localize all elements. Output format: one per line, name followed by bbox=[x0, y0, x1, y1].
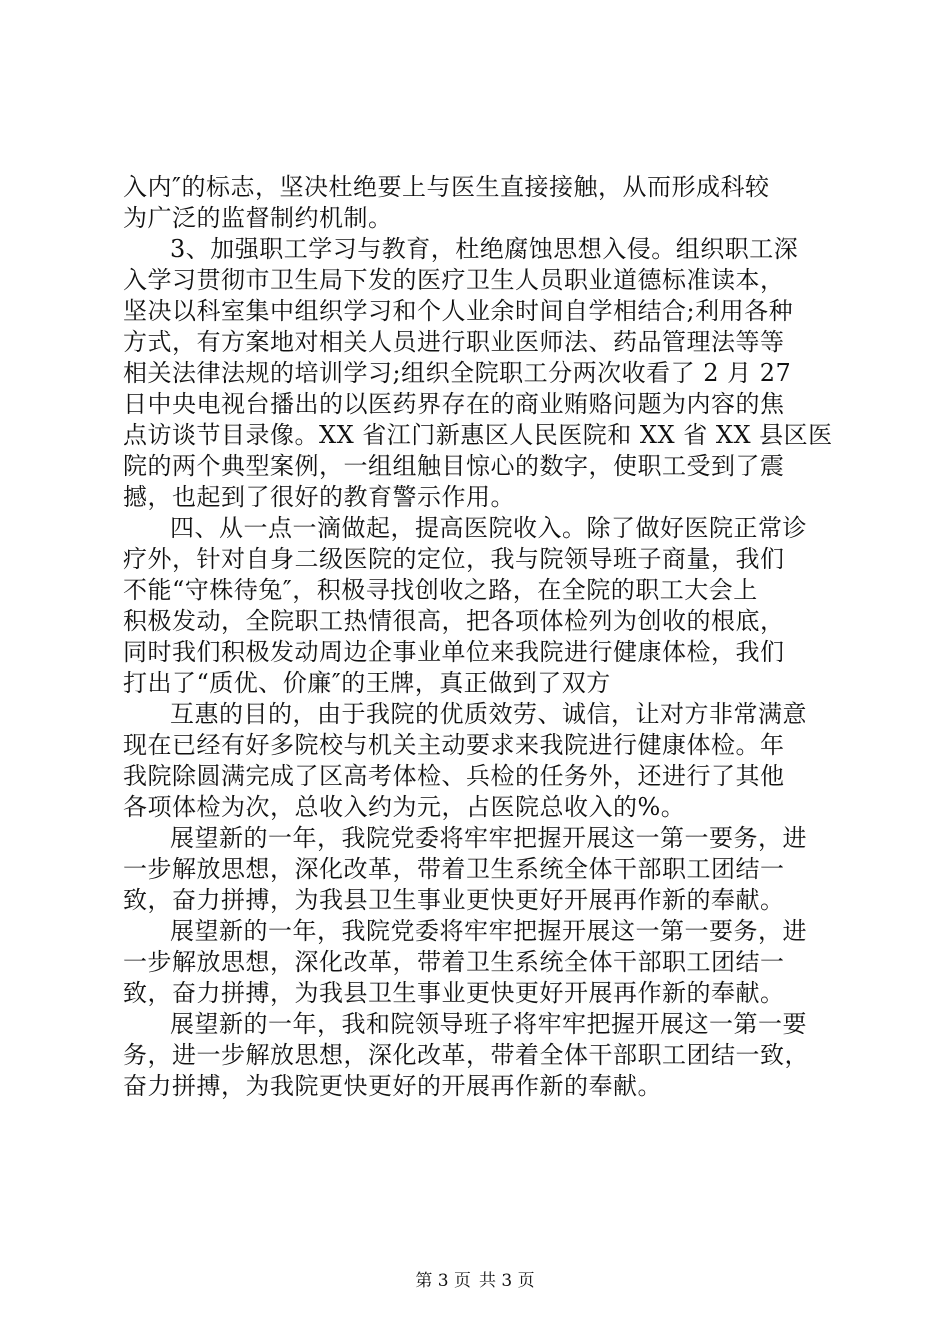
page-footer bbox=[0, 1270, 950, 1292]
text-line: 现在已经有好多院校与机关主动要求来我院进行健康体检。年 bbox=[123, 731, 785, 759]
text-line: 积极发动，全院职工热情很高，把各项体检列为创收的根底， bbox=[123, 607, 785, 635]
text-line: 坚决以科室集中组织学习和个人业余时间自学相结合;利用各种 bbox=[123, 297, 794, 325]
text-line: 四、从一点一滴做起，提高医院收入。除了做好医院正常诊 bbox=[170, 514, 807, 542]
text-line: 奋力拼搏，为我院更快更好的开展再作新的奉献。 bbox=[123, 1072, 662, 1100]
text-line: 致，奋力拼搏，为我县卫生事业更快更好开展再作新的奉献。 bbox=[123, 886, 785, 914]
text-line: 互惠的目的，由于我院的优质效劳、诚信，让对方非常满意 bbox=[170, 700, 807, 728]
text-line: 打出了“质优、价廉″的王牌，真正做到了双方 bbox=[123, 669, 611, 697]
text-line: 一步解放思想，深化改革，带着卫生系统全体干部职工团结一 bbox=[123, 855, 785, 883]
text-line: 相关法律法规的培训学习;组织全院职工分两次收看了 2 月 27 bbox=[123, 359, 792, 387]
text-line: 同时我们积极发动周边企事业单位来我院进行健康体检，我们 bbox=[123, 638, 785, 666]
text-line: 我院除圆满完成了区高考体检、兵检的任务外，还进行了其他 bbox=[123, 762, 785, 790]
text-line: 点访谈节目录像。XX 省江门新惠区人民医院和 XX 省 XX 县区医 bbox=[123, 421, 833, 449]
text-line: 疗外，针对自身二级医院的定位，我与院领导班子商量，我们 bbox=[123, 545, 785, 573]
text-line: 日中央电视台播出的以医药界存在的商业贿赂问题为内容的焦 bbox=[123, 390, 785, 418]
text-line: 一步解放思想，深化改革，带着卫生系统全体干部职工团结一 bbox=[123, 948, 785, 976]
text-line: 各项体检为次，总收入约为元，占医院总收入的%。 bbox=[123, 793, 686, 821]
text-line: 院的两个典型案例，一组组触目惊心的数字，使职工受到了震 bbox=[123, 452, 785, 480]
text-line: 入学习贯彻市卫生局下发的医疗卫生人员职业道德标准读本， bbox=[123, 266, 785, 294]
text-line: 为广泛的监督制约机制。 bbox=[123, 204, 393, 232]
text-line: 致，奋力拼搏，为我县卫生事业更快更好开展再作新的奉献。 bbox=[123, 979, 785, 1007]
text-line: 务，进一步解放思想，深化改革，带着全体干部职工团结一致， bbox=[123, 1041, 809, 1069]
page-total: 共 3 页 bbox=[479, 1271, 535, 1291]
document-body bbox=[123, 172, 833, 1102]
text-line: 展望新的一年，我院党委将牢牢把握开展这一第一要务，进 bbox=[170, 824, 807, 852]
page-number: 第 3 页 bbox=[415, 1271, 471, 1291]
text-line: 方式，有方案地对相关人员进行职业医师法、药品管理法等等 bbox=[123, 328, 785, 356]
text-line: 展望新的一年，我院党委将牢牢把握开展这一第一要务，进 bbox=[170, 917, 807, 945]
text-line: 3、加强职工学习与教育，杜绝腐蚀思想入侵。组织职工深 bbox=[170, 235, 799, 263]
text-line: 撼，也起到了很好的教育警示作用。 bbox=[123, 483, 515, 511]
text-line: 展望新的一年，我和院领导班子将牢牢把握开展这一第一要 bbox=[170, 1010, 807, 1038]
text-line: 入内″的标志，坚决杜绝要上与医生直接接触，从而形成科较 bbox=[123, 173, 770, 201]
text-line: 不能“守株待兔″，积极寻找创收之路，在全院的职工大会上 bbox=[123, 576, 758, 604]
